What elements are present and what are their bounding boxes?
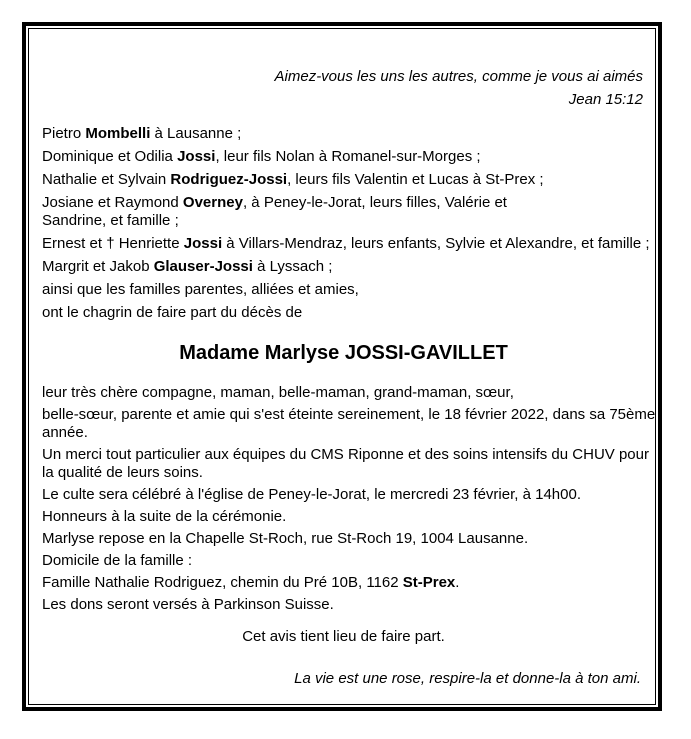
family-paragraph [42, 258, 645, 276]
family-paragraph [42, 148, 645, 166]
body-paragraph [42, 446, 649, 482]
epitaph: La vie est une rose, respire-la et donne-la à ton ami. [294, 670, 641, 687]
epigraph [42, 65, 645, 111]
family-paragraph [42, 171, 645, 189]
text-line: ainsi que les familles parentes, alliées et amies, [42, 281, 359, 298]
epigraph-line-1: Aimez-vous les uns les autres, comme je vous ai aimés [274, 68, 643, 85]
text-line: belle-sœur, parente et amie qui s'est éteinte sereinement, le 18 février 2022, dans sa 75ème [42, 406, 656, 423]
body-paragraph [42, 574, 645, 592]
text-line: Margrit et Jakob Glauser-Jossi à Lyssach ; [42, 258, 333, 275]
family-paragraph [42, 194, 645, 230]
text-line: la qualité de leurs soins. [42, 464, 203, 481]
body-paragraph [42, 508, 645, 526]
memorial-inner-border [28, 28, 656, 705]
text-line: Sandrine, et famille ; [42, 212, 179, 229]
text-line: leur très chère compagne, maman, belle-maman, grand-maman, sœur, [42, 384, 514, 401]
family-paragraph [42, 281, 645, 299]
body-paragraph [42, 486, 645, 504]
text-line: Josiane et Raymond Overney, à Peney-le-Jorat, leurs filles, Valérie et [42, 194, 507, 211]
text-line: Les dons seront versés à Parkinson Suisse. [42, 596, 334, 613]
text-line: Honneurs à la suite de la cérémonie. [42, 508, 287, 525]
text-line: ont le chagrin de faire part du décès de [42, 304, 303, 321]
text-line: Ernest et † Henriette Jossi à Villars-Mendraz, leurs enfants, Sylvie et Alexandre, et famille ; [42, 235, 650, 252]
text-line: Famille Nathalie Rodriguez, chemin du Pré 10B, 1162 St-Prex. [42, 574, 460, 591]
deceased-name: Madame Marlyse JOSSI-GAVILLET [179, 342, 508, 364]
body-paragraph [42, 596, 645, 614]
text-line: Le culte sera célébré à l'église de Peney-le-Jorat, le mercredi 23 février, à 14h00. [42, 486, 581, 503]
epigraph-line-2: Jean 15:12 [568, 91, 643, 108]
text-line: Dominique et Odilia Jossi, leur fils Nolan à Romanel-sur-Morges ; [42, 148, 481, 165]
family-notice [42, 125, 650, 322]
closing-line: Cet avis tient lieu de faire part. [242, 628, 445, 645]
family-paragraph [42, 235, 650, 253]
notice-body [42, 384, 656, 614]
family-paragraph [42, 304, 645, 322]
body-paragraph [42, 384, 645, 402]
text-line: année. [42, 424, 88, 441]
memorial-frame [22, 22, 662, 711]
body-paragraph [42, 530, 645, 548]
text-line: Domicile de la famille : [42, 552, 193, 569]
text-line: Nathalie et Sylvain Rodriguez-Jossi, leurs fils Valentin et Lucas à St-Prex ; [42, 171, 544, 188]
text-line: Un merci tout particulier aux équipes du CMS Riponne et des soins intensifs du CHUV pour [42, 446, 649, 463]
text-line: Marlyse repose en la Chapelle St-Roch, rue St-Roch 19, 1004 Lausanne. [42, 530, 529, 547]
body-paragraph [42, 406, 656, 442]
body-paragraph [42, 552, 645, 570]
family-paragraph [42, 125, 645, 143]
text-line: Pietro Mombelli à Lausanne ; [42, 125, 242, 142]
